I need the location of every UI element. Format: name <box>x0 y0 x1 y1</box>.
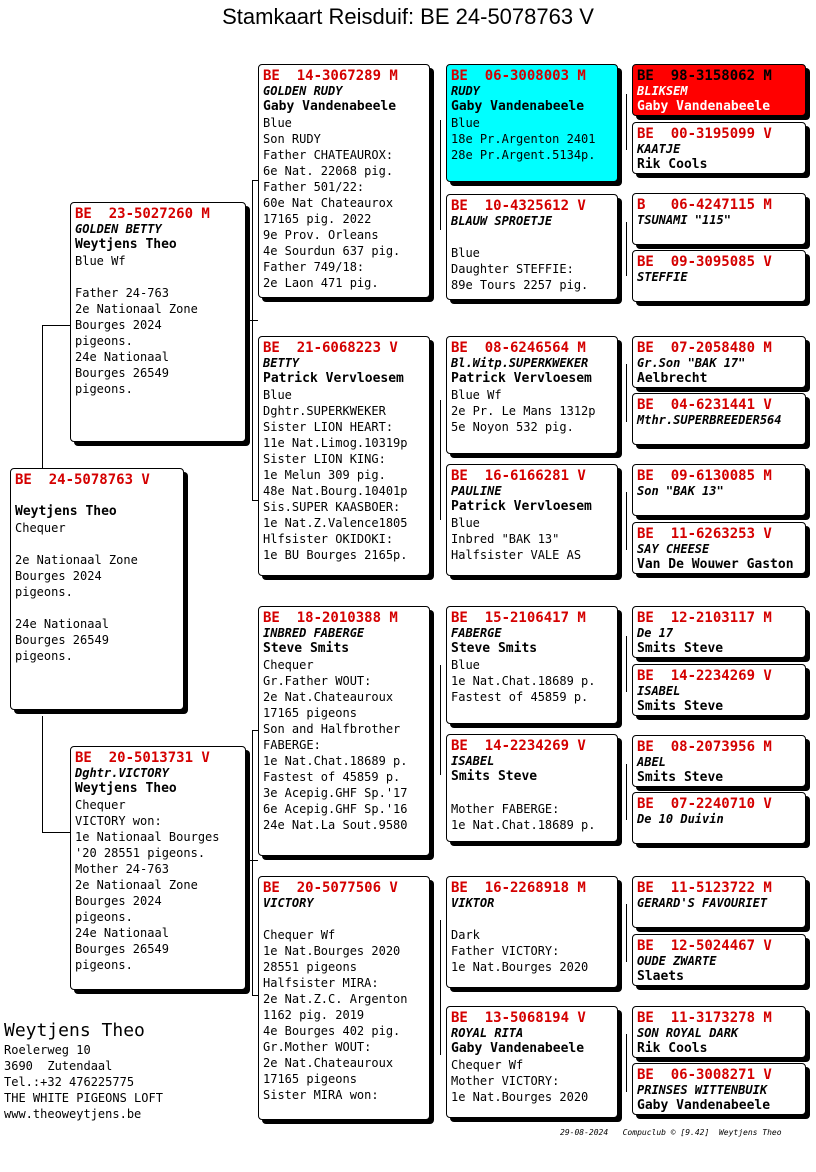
owner-name: Gaby Vandenabeele <box>451 1041 585 1056</box>
owner-name: Smits Steve <box>637 770 724 785</box>
pigeon-name: GERARD'S FAVOURIET <box>637 896 768 910</box>
card-text-line: 11e Nat.Limog.10319p <box>263 436 408 450</box>
card-text-line: Father 501/22: <box>263 180 365 194</box>
card-text-line: Gr.Mother WOUT: <box>263 1040 372 1054</box>
owner-name: Gaby Vandenabeele <box>637 99 771 114</box>
pigeon-name: Gr.Son "BAK 17" <box>637 356 746 370</box>
pigeon-card-g1[interactable] <box>632 64 806 116</box>
card-text-line <box>263 911 425 927</box>
pigeon-name: VIKTOR <box>451 896 495 910</box>
owner-name: Rik Cools <box>637 157 708 172</box>
pigeon-card-g13[interactable] <box>632 876 806 928</box>
card-text-line: Blue <box>263 388 292 402</box>
card-text-line: Chequer Wf <box>263 928 336 942</box>
card-text-line: Blue Wf <box>451 388 502 402</box>
pigeon-name: Dghtr.VICTORY <box>75 766 169 780</box>
card-text-line <box>451 229 613 245</box>
pigeon-card-g4[interactable] <box>632 250 806 302</box>
card-text-line: 18e Pr.Argenton 2401 <box>451 132 596 146</box>
card-text-line: VICTORY won: <box>75 814 162 828</box>
card-text-line: Dghtr.SUPERKWEKER <box>263 404 386 418</box>
pigeon-name: INBRED FABERGE <box>263 626 365 640</box>
card-text-line: Blue <box>451 116 480 130</box>
pigeon-card-dds[interactable] <box>446 876 618 988</box>
breeder-name: Weytjens Theo <box>4 1020 145 1041</box>
pigeon-name: ISABEL <box>637 684 681 698</box>
pigeon-name: PRINSES WITTENBUIK <box>637 1083 768 1097</box>
card-text-line: 1162 pig. 2019 <box>263 1008 365 1022</box>
card-text-line: Blue <box>451 246 480 260</box>
pigeon-name: ABEL <box>637 755 666 769</box>
pigeon-name: VICTORY <box>263 896 314 910</box>
card-text-line: 89e Tours 2257 pig. <box>451 278 589 292</box>
card-text-line: 4e Bourges 402 pig. <box>263 1024 401 1038</box>
pigeon-name: ISABEL <box>451 754 495 768</box>
card-text-line: 17165 pigeons <box>263 1072 357 1086</box>
card-text-line: Sister LION KING: <box>263 452 386 466</box>
card-text-line: Bourges 26549 <box>15 633 109 647</box>
card-text-line: 6e Acepig.GHF Sp.'16 <box>263 802 408 816</box>
card-text-line: 24e Nationaal <box>75 350 169 364</box>
pigeon-card-sss[interactable] <box>446 64 618 182</box>
ring-number: BE 16-6166281 V <box>451 468 586 484</box>
card-text-line: Hlfsister OKIDOKI: <box>263 532 394 546</box>
card-text-line <box>75 269 241 285</box>
card-text-line: Blue <box>451 658 480 672</box>
ring-number: BE 08-2073956 M <box>637 739 772 755</box>
pigeon-name: Bl.Witp.SUPERKWEKER <box>451 356 589 370</box>
card-text-line: Bourges 2024 <box>75 318 162 332</box>
pigeon-name: OUDE ZWARTE <box>637 954 717 968</box>
card-text-line: 1e BU Bourges 2165p. <box>263 548 408 562</box>
pigeon-name: SAY CHEESE <box>637 542 710 556</box>
owner-name: Patrick Vervloesem <box>451 371 592 386</box>
card-text-line: Son RUDY <box>263 132 321 146</box>
card-text-line: 1e Nat.Bourges 2020 <box>263 944 401 958</box>
card-text-line: pigeons. <box>15 585 73 599</box>
ring-number: BE 08-6246564 M <box>451 340 586 356</box>
card-text-line: Blue <box>451 516 480 530</box>
pigeon-card-sdd[interactable] <box>446 464 618 576</box>
ring-number: BE 12-5024467 V <box>637 938 772 954</box>
pigeon-card-g2[interactable] <box>632 122 806 174</box>
pigeon-name: GOLDEN RUDY <box>263 84 343 98</box>
pigeon-name: TSUNAMI "115" <box>637 213 731 227</box>
pigeon-card-sire[interactable] <box>70 202 246 442</box>
ring-number: BE 24-5078763 V <box>15 472 150 488</box>
owner-name: Aelbrecht <box>637 371 708 386</box>
owner-name: Patrick Vervloesem <box>263 371 404 386</box>
card-text-line: 17165 pig. 2022 <box>263 212 372 226</box>
pigeon-card-g5[interactable] <box>632 336 806 388</box>
pigeon-name: De 10 Duivin <box>637 812 724 826</box>
card-text-line: Father CHATEAUROX: <box>263 148 394 162</box>
card-text-line <box>451 785 613 801</box>
card-text-line: Bourges 2024 <box>75 894 162 908</box>
card-text-line: Chequer <box>15 521 66 535</box>
pigeon-card-sds[interactable] <box>446 336 618 454</box>
breeder-line: Roelerweg 10 <box>4 1043 91 1057</box>
pigeon-card-ssd[interactable] <box>446 194 618 300</box>
owner-name: Smits Steve <box>451 769 538 784</box>
card-text-line: 4e Sourdun 637 pig. <box>263 244 401 258</box>
owner-name: Patrick Vervloesem <box>451 499 592 514</box>
card-text-line: Inbred "BAK 13" <box>451 532 560 546</box>
ring-number: BE 14-2234269 V <box>637 668 772 684</box>
card-text-line: 1e Melun 309 pig. <box>263 468 386 482</box>
pigeon-card-dam[interactable] <box>70 746 246 990</box>
ring-number: BE 20-5077506 V <box>263 880 398 896</box>
card-text-line: Bourges 2024 <box>15 569 102 583</box>
ring-number: BE 23-5027260 M <box>75 206 210 222</box>
breeder-info <box>4 1020 163 1122</box>
card-text-line: 6e Nat. 22068 pig. <box>263 164 394 178</box>
card-text-line: 17165 pigeons <box>263 706 357 720</box>
owner-name: Smits Steve <box>637 641 724 656</box>
ring-number: BE 11-6263253 V <box>637 526 772 542</box>
card-text-line: Blue Wf <box>75 254 126 268</box>
owner-name: Weytjens Theo <box>75 781 177 796</box>
owner-name: Van De Wouwer Gaston <box>637 557 794 572</box>
card-text-line: 48e Nat.Bourg.10401p <box>263 484 408 498</box>
pigeon-card-g11[interactable] <box>632 735 806 787</box>
card-text-line: 1e Nat.Chat.18689 p. <box>451 674 596 688</box>
pigeon-card-g8[interactable] <box>632 522 806 574</box>
card-text-line: pigeons. <box>15 649 73 663</box>
owner-name: Weytjens Theo <box>75 237 177 252</box>
pigeon-name: BLIKSEM <box>637 84 688 98</box>
ring-number: BE 07-2058480 M <box>637 340 772 356</box>
pigeon-name: BLAUW SPROETJE <box>451 214 553 228</box>
owner-name: Gaby Vandenabeele <box>451 99 585 114</box>
card-text-line: 9e Prov. Orleans <box>263 228 379 242</box>
ring-number: BE 14-3067289 M <box>263 68 398 84</box>
ring-number: BE 12-2103117 M <box>637 610 772 626</box>
ring-number: BE 21-6068223 V <box>263 340 398 356</box>
card-text-line: pigeons. <box>75 334 133 348</box>
card-text-line: pigeons. <box>75 910 133 924</box>
pigeon-card-g3[interactable] <box>632 193 806 245</box>
card-text-line: 28e Pr.Argent.5134p. <box>451 148 596 162</box>
pigeon-card-g10[interactable] <box>632 664 806 716</box>
ring-number: BE 04-6231441 V <box>637 397 772 413</box>
card-text-line: Chequer <box>263 658 314 672</box>
pigeon-card-g12[interactable] <box>632 792 806 844</box>
card-text-line: 2e Pr. Le Mans 1312p <box>451 404 596 418</box>
pigeon-name: GOLDEN BETTY <box>75 222 162 236</box>
card-text-line: Chequer Wf <box>451 1058 524 1072</box>
card-text-line <box>15 536 179 552</box>
card-text-line: Bourges 26549 <box>75 942 169 956</box>
card-text-line: 5e Noyon 532 pig. <box>451 420 574 434</box>
card-text-line: 1e Nat.Bourges 2020 <box>451 960 589 974</box>
card-text-line: 2e Nationaal Zone <box>75 302 198 316</box>
card-text-line: pigeons. <box>75 958 133 972</box>
pigeon-name: RUDY <box>451 84 480 98</box>
owner-name: Smits Steve <box>637 699 724 714</box>
card-text-line: Dark <box>451 928 480 942</box>
owner-name: Gaby Vandenabeele <box>637 1098 771 1113</box>
owner-name: Steve Smits <box>451 641 538 656</box>
card-text-line: 28551 pigeons <box>263 960 357 974</box>
card-text-line: 1e Nationaal Bourges <box>75 830 220 844</box>
card-text-line: 1e Nat.Chat.18689 p. <box>263 754 408 768</box>
card-text-line: Chequer <box>75 798 126 812</box>
pigeon-card-g15[interactable] <box>632 1006 806 1058</box>
card-text-line: Father 24-763 <box>75 286 169 300</box>
card-text-line: 24e Nationaal <box>75 926 169 940</box>
pigeon-name: SON ROYAL DARK <box>637 1026 739 1040</box>
ring-number: BE 11-5123722 M <box>637 880 772 896</box>
pigeon-name: BETTY <box>263 356 300 370</box>
ring-number: BE 06-3008271 V <box>637 1067 772 1083</box>
ring-number: BE 18-2010388 M <box>263 610 398 626</box>
breeder-line: 3690 Zutendaal <box>4 1059 113 1073</box>
ring-number: BE 10-4325612 V <box>451 198 586 214</box>
pigeon-card-g6[interactable] <box>632 393 806 445</box>
card-text-line: Sister MIRA won: <box>263 1088 379 1102</box>
card-text-line: Father 749/18: <box>263 260 365 274</box>
ring-number: BE 11-3173278 M <box>637 1010 772 1026</box>
ring-number: BE 06-3008003 M <box>451 68 586 84</box>
footer-note: 29-08-2024 Compuclub © [9.42] Weytjens Theo <box>560 1128 782 1137</box>
card-text-line: Halfsister MIRA: <box>263 976 379 990</box>
ring-number: BE 09-3095085 V <box>637 254 772 270</box>
card-text-line: 2e Nationaal Zone <box>15 553 138 567</box>
ring-number: BE 14-2234269 V <box>451 738 586 754</box>
pigeon-card-dd[interactable] <box>258 876 430 1120</box>
ring-number: BE 13-5068194 V <box>451 1010 586 1026</box>
pigeon-name: STEFFIE <box>637 270 688 284</box>
pigeon-name: Son "BAK 13" <box>637 484 724 498</box>
ring-number: BE 15-2106417 M <box>451 610 586 626</box>
card-text-line: 2e Laon 471 pig. <box>263 276 379 290</box>
card-text-line: Daughter STEFFIE: <box>451 262 574 276</box>
pigeon-card-ds[interactable] <box>258 606 430 856</box>
card-text-line: Father VICTORY: <box>451 944 560 958</box>
page-title: Stamkaart Reisduif: BE 24-5078763 V <box>222 4 594 29</box>
pigeon-name: KAATJE <box>637 142 681 156</box>
pigeon-card-sd[interactable] <box>258 336 430 576</box>
pigeon-card-g16[interactable] <box>632 1063 806 1115</box>
card-text-line: 1e Nat.Chat.18689 p. <box>451 818 596 832</box>
pigeon-card-dss[interactable] <box>446 606 618 724</box>
card-text-line: 24e Nat.La Sout.9580 <box>263 818 408 832</box>
pigeon-name: Mthr.SUPERBREEDER564 <box>637 413 782 427</box>
card-text-line: 1e Nat.Z.Valence1805 <box>263 516 408 530</box>
card-text-line: 2e Nat.Chateauroux <box>263 1056 394 1070</box>
ring-number: BE 00-3195099 V <box>637 126 772 142</box>
card-text-line: 1e Nat.Bourges 2020 <box>451 1090 589 1104</box>
owner-name: Slaets <box>637 969 684 984</box>
card-text-line: Mother 24-763 <box>75 862 169 876</box>
owner-name: Weytjens Theo <box>15 504 117 519</box>
pigeon-name: FABERGE <box>451 626 502 640</box>
card-text-line: Sister LION HEART: <box>263 420 394 434</box>
card-text-line: Sis.SUPER KAASBOER: <box>263 500 401 514</box>
card-text-line: pigeons. <box>75 382 133 396</box>
breeder-line: Tel.:+32 476225775 <box>4 1075 135 1089</box>
ring-number: BE 98-3158062 M <box>637 68 772 84</box>
ring-number: BE 07-2240710 V <box>637 796 772 812</box>
card-text-line: 2e Nat.Chateauroux <box>263 690 394 704</box>
card-text-line: '20 28551 pigeons. <box>75 846 206 860</box>
card-text-line: 24e Nationaal <box>15 617 109 631</box>
card-text-line: Son and Halfbrother <box>263 722 401 736</box>
card-text-line: Gr.Father WOUT: <box>263 674 372 688</box>
ring-number: BE 09-6130085 M <box>637 468 772 484</box>
card-text-line: FABERGE: <box>263 738 321 752</box>
pigeon-card-main[interactable] <box>10 468 184 710</box>
pigeon-card-dsd[interactable] <box>446 734 618 842</box>
pigeon-name: De 17 <box>637 626 674 640</box>
breeder-line: www.theoweytjens.be <box>4 1107 142 1121</box>
pigeon-card-g9[interactable] <box>632 606 806 658</box>
pigeon-card-ss[interactable] <box>258 64 430 298</box>
pigeon-name: PAULINE <box>451 484 502 498</box>
card-text-line <box>451 911 613 927</box>
owner-name: Steve Smits <box>263 641 350 656</box>
pigeon-card-g14[interactable] <box>632 934 806 986</box>
ring-number: BE 20-5013731 V <box>75 750 210 766</box>
owner-name: Gaby Vandenabeele <box>263 99 397 114</box>
card-text-line: 3e Acepig.GHF Sp.'17 <box>263 786 408 800</box>
owner-name: Rik Cools <box>637 1041 708 1056</box>
card-text-line: Blue <box>263 116 292 130</box>
card-text-line: Bourges 26549 <box>75 366 169 380</box>
pigeon-name: ROYAL RITA <box>451 1026 524 1040</box>
card-text-line: 2e Nat.Z.C. Argenton <box>263 992 408 1006</box>
card-text-line: Mother FABERGE: <box>451 802 560 816</box>
card-text-line: Fastest of 45859 p. <box>263 770 401 784</box>
card-text-line: Halfsister VALE AS <box>451 548 582 562</box>
ring-number: B 06-4247115 M <box>637 197 772 213</box>
card-text-line: Fastest of 45859 p. <box>451 690 589 704</box>
ring-number: BE 16-2268918 M <box>451 880 586 896</box>
card-text-line: Mother VICTORY: <box>451 1074 560 1088</box>
breeder-line: THE WHITE PIGEONS LOFT <box>4 1091 163 1105</box>
card-text-line: 60e Nat Chateaurox <box>263 196 394 210</box>
pigeon-card-ddd[interactable] <box>446 1006 618 1118</box>
card-text-line <box>15 600 179 616</box>
card-text-line: 2e Nationaal Zone <box>75 878 198 892</box>
pigeon-card-g7[interactable] <box>632 464 806 516</box>
